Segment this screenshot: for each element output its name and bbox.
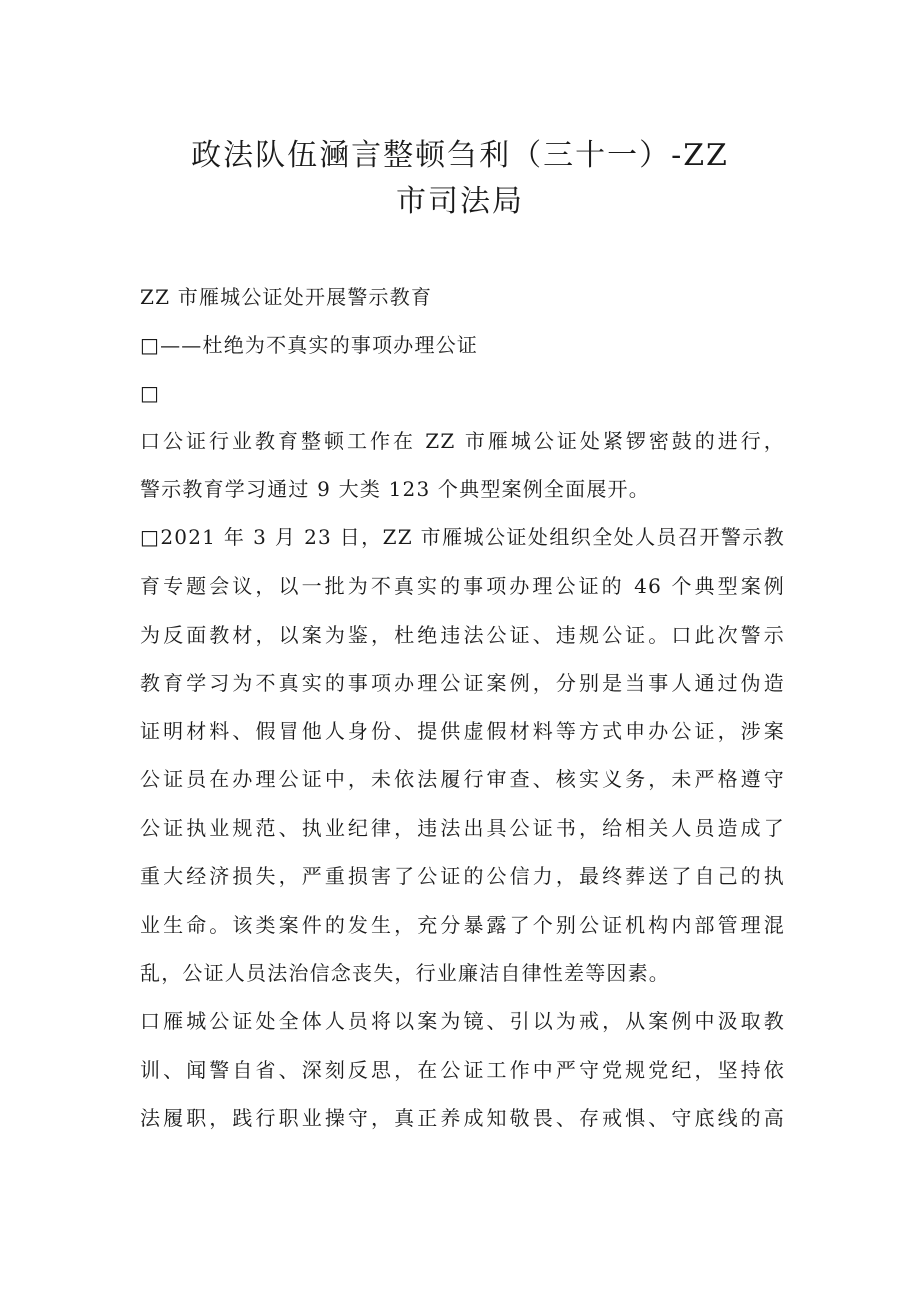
subheading-line: □——杜绝为不真实的事项办理公证 [140,333,479,357]
paragraph-line: 训、闻警自省、深刻反思，在公证工作中严守党规党纪，坚持依 [140,1058,785,1082]
paragraph-line: 证明材料、假冒他人身份、提供虚假材料等方式申办公证，涉案 [140,719,785,743]
paragraph-line: □2021 年 3 月 23 日，ZZ 市雁城公证处组织全处人员召开警示教 [140,525,785,549]
paragraph-line: 业生命。该类案件的发生，充分暴露了个别公证机构内部管理混 [140,913,785,937]
paragraph-line: 乱，公证人员法治信念丧失，行业廉洁自律性差等因素。 [140,961,670,985]
paragraph-line: 口公证行业教育整顿工作在 ZZ 市雁城公证处紧锣密鼓的进行， [140,429,785,453]
paragraph-line: 重大经济损失，严重损害了公证的公信力，最终葬送了自己的执 [140,864,785,888]
paragraph-line: 公证执业规范、执业纪律，违法出具公证书，给相关人员造成了 [140,816,785,840]
subtitle-line: ZZ 市雁城公证处开展警示教育 [140,285,433,309]
placeholder-box-line: □ [140,381,161,405]
paragraph-line: 法履职，践行职业操守，真正养成知敬畏、存戒惧、守底线的高 [140,1106,785,1130]
paragraph-line: 教育学习为不真实的事项办理公证案例，分别是当事人通过伪造 [140,671,785,695]
paragraph-line: 口雁城公证处全体人员将以案为镜、引以为戒，从案例中汲取教 [140,1009,785,1033]
paragraph-line: 警示教育学习通过 9 大类 123 个典型案例全面展开。 [140,477,650,501]
paragraph-line: 育专题会议，以一批为不真实的事项办理公证的 46 个典型案例 [140,574,785,598]
paragraph-line: 为反面教材，以案为鉴，杜绝违法公证、违规公证。口此次警示 [140,623,785,647]
paragraph-line: 公证员在办理公证中，未依法履行审查、核实义务，未严格遵守 [140,767,785,791]
document-title-line-1: 政法队伍㴠言整顿刍利（三十一）-ZZ [191,138,729,173]
document-title-line-2: 市司法局 [396,184,524,219]
